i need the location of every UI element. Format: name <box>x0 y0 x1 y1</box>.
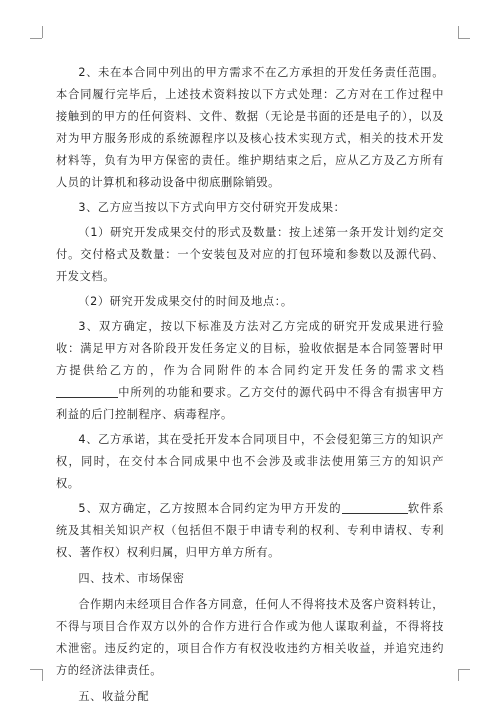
crop-mark-top-right-horizontal <box>458 38 470 39</box>
fill-in-blank-requirements-doc[interactable] <box>56 385 118 398</box>
crop-mark-bottom-right-horizontal <box>458 669 470 670</box>
document-body <box>56 62 444 712</box>
crop-mark-bottom-left-vertical <box>42 669 43 681</box>
clause-3-acceptance <box>56 316 444 426</box>
confidentiality-paragraph: 合作期内未经项目合作各方同意，任何人不得将技术及客户资料转让，不得与项目合作双方以外的合作方进行合作或为他人谋取利益，不得将技术泄密。违反约定的，项目合作方有权没收违约方相关收益，并追究违约方的经济法律责任。 <box>56 598 444 677</box>
clause-3-delivery: 3、乙方应当按以下方式向甲方交付研究开发成果： <box>78 201 346 214</box>
clause-5-text-end: 软件系统及其相关知识产权（包括但不限于申请专利的权利、专利申请权、专利权、著作权）权利归属，归甲方单方所有。 <box>56 502 444 559</box>
crop-mark-top-right-vertical <box>458 26 459 38</box>
clause-4-ip-warranty: 4、乙方承诺，其在受托开发本合同项目中，不会侵犯第三方的知识产权，同时，在交付本合同成果中也不会涉及或非法使用第三方的知识产权。 <box>56 433 444 490</box>
section-5-heading: 五、收益分配 <box>78 690 150 703</box>
clause-3-item-1: （1）研究开发成果交付的形式及数量：按上述第一条开发计划约定交付。交付格式及数量：一个安装包及对应的打包环境和参数以及源代码、开发文档。 <box>56 226 444 283</box>
crop-mark-bottom-right-vertical <box>458 669 459 681</box>
section-4-heading: 四、技术、市场保密 <box>78 572 185 585</box>
clause-3-item-2: （2）研究开发成果交付的时间及地点：。 <box>78 295 293 308</box>
clause-3-acceptance-text-end: 中所列的功能和要求。乙方交付的源代码中不得含有损害甲方利益的后门控制程序、病毒程序。 <box>56 386 444 421</box>
crop-mark-top-left-horizontal <box>30 38 42 39</box>
crop-mark-bottom-left-horizontal <box>30 669 42 670</box>
clause-5-text-start: 5、双方确定，乙方按照本合同约定为甲方开发的 <box>78 502 342 515</box>
clause-3-acceptance-text-start: 3、双方确定，按以下标准及方法对乙方完成的研究开发成果进行验收：满足甲方对各阶段开发任务定义的目标，验收依据是本合同签署时甲方提供给乙方的，作为合同附件的本合同约定开发任务的需求文档 <box>56 320 444 377</box>
clause-5-ownership <box>56 498 444 564</box>
crop-mark-top-left-vertical <box>42 26 43 38</box>
clause-2-scope: 2、未在本合同中列出的甲方需求不在乙方承担的开发任务责任范围。本合同履行完毕后，上述技术资料按以下方式处理：乙方对在工作过程中接触到的甲方的任何资料、文件、数据（无论是书面的还是电子的），以及对为甲方服务形成的系统源程序以及核心技术实现方式，相关的技术开发材料等，负有为甲方保密的责任。维护期结束之后，应从乙方及乙方所有人员的计算机和移动设备中彻底删除销毁。 <box>56 66 444 189</box>
fill-in-blank-software-name[interactable] <box>342 501 408 514</box>
